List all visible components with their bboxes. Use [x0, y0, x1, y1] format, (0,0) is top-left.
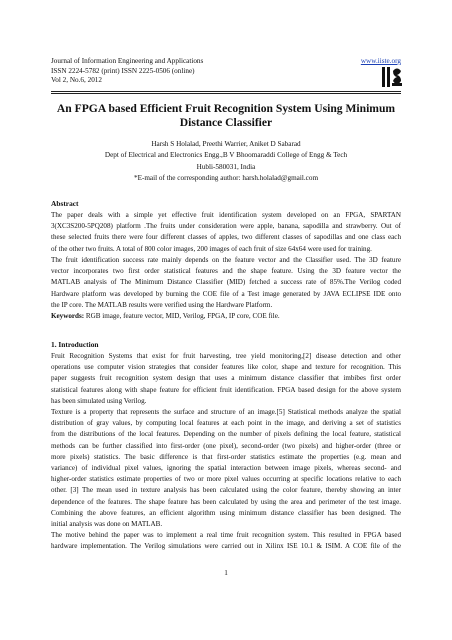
abstract-line: The paper deals with a simple yet effective fruit identification system developed on an FPGA, SPARTAN: [51, 211, 401, 219]
intro-line: higher-order statistics estimate properties of two or more pixel values occurring at specific locations relative to each: [51, 475, 401, 484]
intro-line: methods can be further classified into first-order (one pixel), second-order (two pixels) and higher-order (three or: [51, 441, 401, 450]
abstract-para-2: [51, 255, 401, 311]
intro-line: statistical features along with shape feature for efficient fruit identification. FPGA based design for the above system: [51, 385, 401, 394]
abstract-line: the IP core. The MATLAB results were verified using the Hardware Platform.: [51, 300, 273, 309]
intro-line: Combining the above features, an efficient algorithm using minimum distance classifier has been designed. The: [51, 508, 401, 517]
intro-line: more pixels) statistics. The basic difference is that first-order statistics estimate the properties (e.g. mean and: [51, 452, 401, 461]
iiste-logo: [381, 65, 403, 89]
abstract-line: The fruit identification success rate mainly depends on the feature vector and the Classifier used. The 3D feature: [51, 256, 401, 264]
volume-line: Vol 2, No.6, 2012: [51, 76, 102, 85]
intro-para-2: [51, 407, 401, 530]
intro-line: from the distributions of the local features. Depending on the number of pixels defining the local feature, statistical: [51, 430, 401, 439]
abstract-line: 3(XC3S200-5PQ208) platform .The fruits under consideration were apple, banana, sapodilla and strawberry. Out of: [51, 222, 401, 231]
intro-line: variance) of individual pixel values, ignoring the spatial interaction between image pixels, whereas second- and: [51, 463, 401, 472]
abstract-line: of the other two fruits. A total of 800 color images, 200 images of each fruit of size 64x64 were used for training.: [51, 244, 372, 253]
title-line-1: An FPGA based Efficient Fruit Recognition System Using Minimum: [56, 102, 396, 115]
header-rule-bottom: [51, 93, 401, 94]
keywords-line: [51, 311, 401, 322]
intro-para-1: [51, 351, 401, 407]
intro-line: dependence of the features. The shape feature has been calculated by using the area and perimeter of the test image.: [51, 497, 401, 506]
keywords-text: RGB image, feature vector, MID, Verilog, FPGA, IP core, COE file.: [84, 312, 280, 320]
paper-title: [51, 102, 401, 130]
author-affiliation: Dept of Electrical and Electronics Engg.,B V Bhoomaraddi College of Engg & Tech: [104, 151, 348, 160]
title-line-2: Distance Classifier: [179, 116, 273, 129]
abstract-line: MATLAB analysis of The Minimum Distance Classifier (MID) fetched a success rate of 85%.The Verilog coded: [51, 278, 401, 287]
intro-para-3: [51, 530, 401, 552]
abstract-heading: Abstract: [51, 199, 79, 208]
author-email: *E-mail of the corresponding author: harsh.holalad@gmail.com: [133, 173, 319, 182]
issn-line: ISSN 2224-5782 (print) ISSN 2225-0506 (online): [51, 66, 195, 75]
website-block: [361, 57, 401, 65]
page-number: 1: [224, 569, 228, 577]
intro-line: Fruit Recognition Systems that exist for fruit harvesting, tree yield monitoring,[2] disease detection and other: [51, 352, 401, 360]
intro-line: paper suggests fruit recognition system design that uses a minimum distance classifier that imbibes first order: [51, 374, 401, 383]
intro-line: operations use computer vision strategies that consider features like color, shape and texture for recognition. This: [51, 363, 401, 372]
intro-line: initial analysis was done on MATLAB.: [51, 519, 163, 528]
abstract-line: vector incorporates two first order statistical features and the shape feature. Using the 3D feature vector the: [51, 267, 401, 276]
abstract-line: Hardware platform was developed by burning the COE file of a Test image generated by JAVA ECLIPSE IDE onto: [51, 289, 401, 298]
abstract-line: these selected fruits there were four different classes of apples, two different classes of sapodillas and one class each: [51, 233, 401, 242]
intro-line: hardware implementation. The Verilog simulations were carried out in Xilinx ISE 10.1 & ISIM. A COE file of the: [51, 542, 401, 551]
journal-name: Journal of Information Engineering and Applications: [51, 57, 204, 65]
intro-line: distribution of gray values, by computing local features at each point in the image, and deriving a set of statistics: [51, 419, 401, 428]
intro-line: has been simulated using Verilog.: [51, 396, 147, 405]
author-names: Harsh S Holalad, Preethi Warrier, Aniket D Sabarad: [151, 140, 301, 148]
intro-line: Texture is a property that represents the surface and structure of an image.[5] Statistical methods analyze the spatial: [51, 408, 401, 416]
author-city: Hubli-580031, India: [196, 162, 256, 171]
abstract-para-1: [51, 210, 401, 255]
intro-line: The motive behind the paper was to implement a real time fruit recognition system. This resulted in FPGA based: [51, 531, 401, 539]
website-link[interactable]: www.iiste.org: [360, 57, 401, 65]
keywords-label: Keywords:: [51, 312, 85, 320]
intro-line: other. [3] The mean used in texture analysis has been calculated using the color feature, thereby showing an inter: [51, 486, 401, 495]
header-rule-top: [51, 91, 401, 92]
author-block: [51, 139, 401, 184]
intro-heading: 1. Introduction: [51, 340, 99, 349]
journal-header: [51, 57, 203, 86]
